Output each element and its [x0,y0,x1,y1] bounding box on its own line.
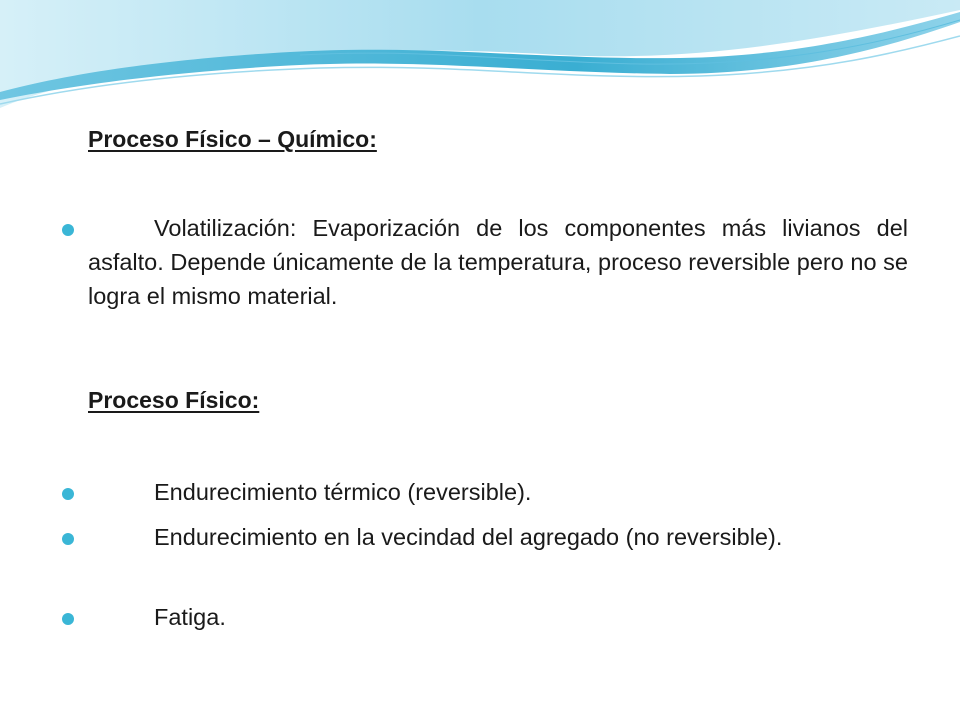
section-title-physical: Proceso Físico: [88,387,260,413]
bullet-icon [62,613,74,625]
list-item-thermal-hardening [88,475,908,509]
bullet-icon [62,533,74,545]
list-item-text: Endurecimiento en la vecindad del agregado (no reversible). [154,524,783,550]
bullet-icon [62,224,74,236]
bullet-icon [62,488,74,500]
list-item-text: Endurecimiento térmico (reversible). [154,479,532,505]
list-item-text: Fatiga. [154,604,226,630]
list-item-aggregate-hardening [88,520,908,554]
list-item-fatigue [88,600,908,634]
list-item-volatilization [88,211,908,313]
list-item-text: Volatilización: Evaporización de los componentes más livianos del asfalto. Depende únicamente de la temperatura, proceso reversible pero no se logra el mismo material. [88,215,908,309]
section-title-physical-chemical: Proceso Físico – Químico: [88,126,377,152]
